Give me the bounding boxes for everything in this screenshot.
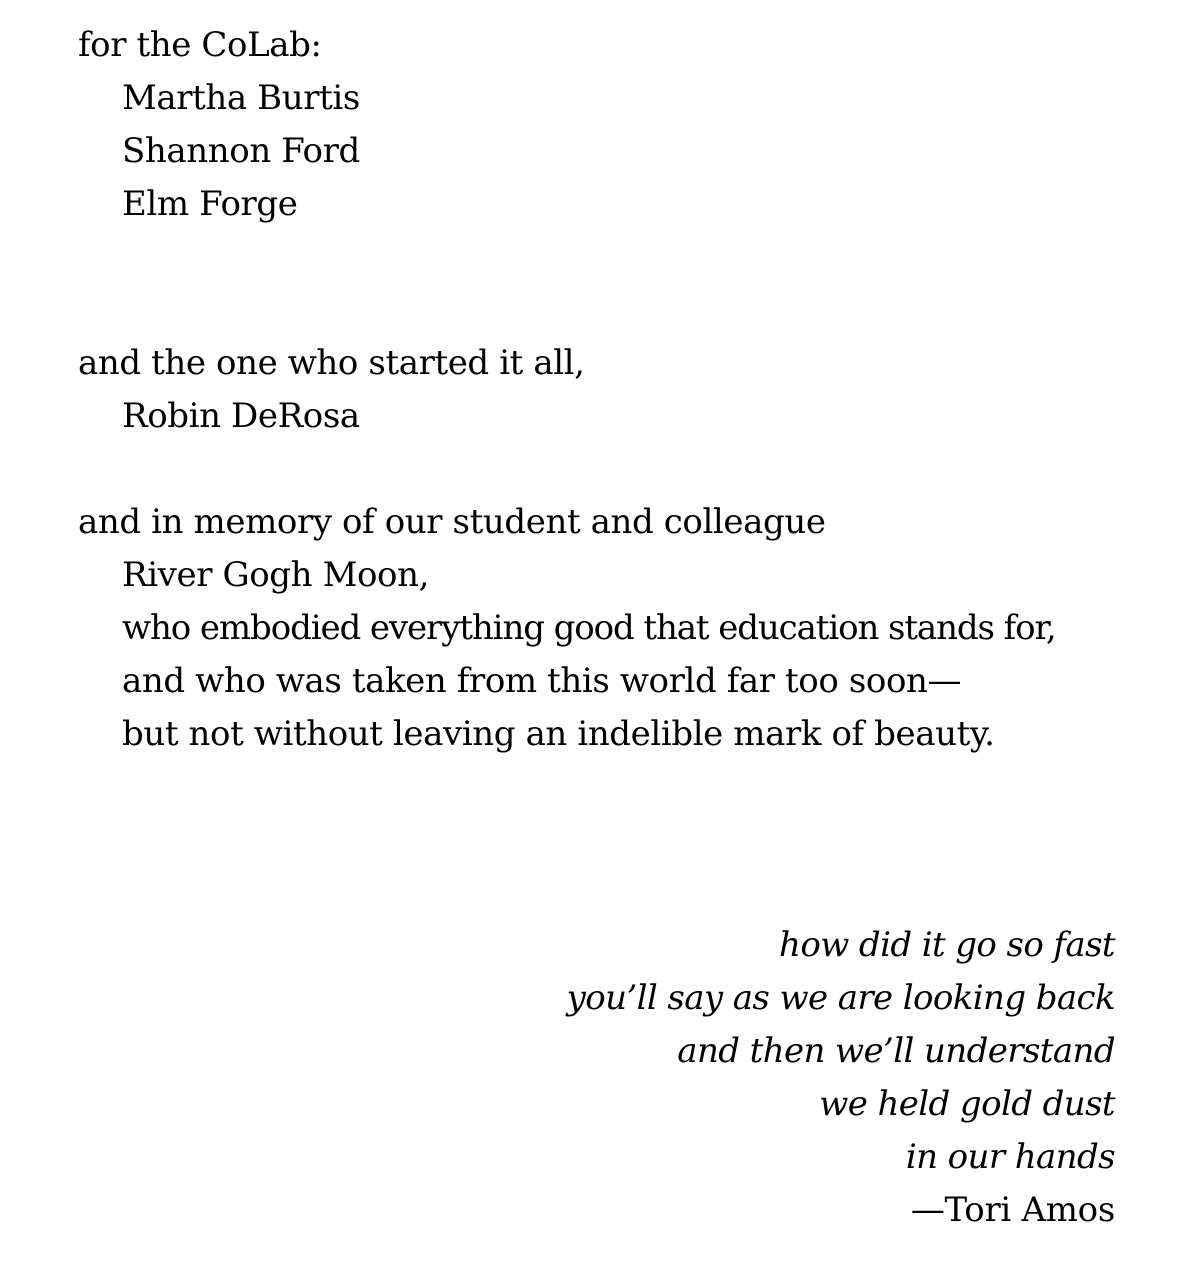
colab-intro: for the CoLab: [78,25,322,65]
epigraph-line: and then we’ll understand [677,1031,1115,1071]
colab-name: Shannon Ford [122,131,360,171]
memorial-intro: and in memory of our student and colleague [78,502,826,542]
memorial-line: who embodied everything good that education stands for, [122,608,1056,648]
colab-name: Martha Burtis [122,78,360,118]
colab-name: Elm Forge [122,184,298,224]
memorial-line: but not without leaving an indelible mark of beauty. [122,714,995,754]
starter-name: Robin DeRosa [122,396,360,436]
epigraph-line: how did it go so fast [779,925,1115,965]
memorial-line: River Gogh Moon, [122,555,430,595]
starter-intro: and the one who started it all, [78,343,585,383]
epigraph-attribution: —Tori Amos [910,1190,1115,1230]
epigraph-line: we held gold dust [819,1084,1115,1124]
memorial-line: and who was taken from this world far too soon— [122,661,962,701]
epigraph-line: you’ll say as we are looking back [566,978,1115,1018]
epigraph-line: in our hands [905,1137,1115,1177]
